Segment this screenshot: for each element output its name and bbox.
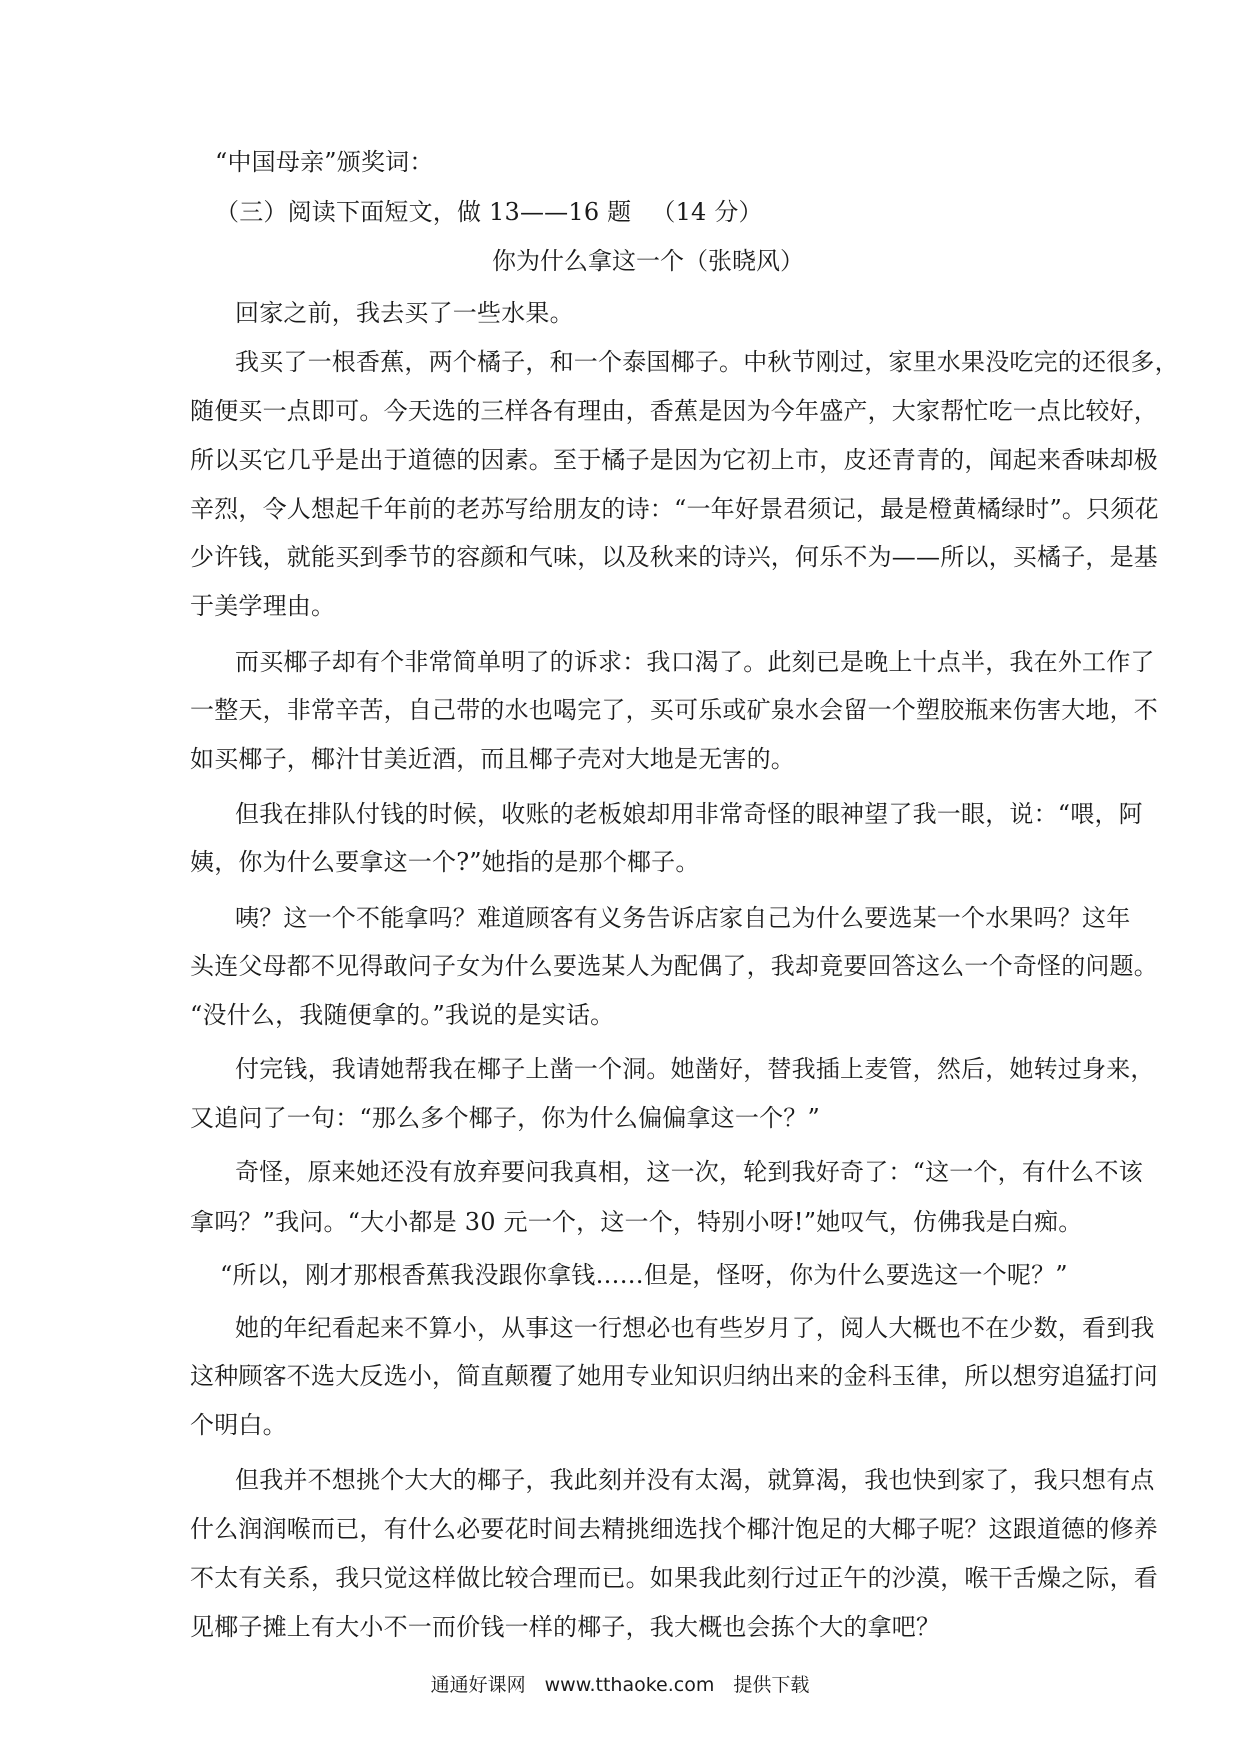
paragraph-line: 什么润润喉而已，有什么必要花时间去精挑细选找个椰汁饱足的大椰子呢？这跟道德的修养 — [190, 1515, 1158, 1543]
paragraph-line: 奇怪，原来她还没有放弃要问我真相，这一次，轮到我好奇了：“这一个，有什么不该 — [235, 1158, 1143, 1186]
paragraph-line: 个明白。 — [190, 1411, 287, 1439]
paragraph-line: 一整天，非常辛苦，自己带的水也喝完了，买可乐或矿泉水会留一个塑胶瓶来伤害大地，不 — [190, 696, 1158, 724]
paragraph-line: 随便买一点即可。今天选的三样各有理由，香蕉是因为今年盛产，大家帮忙吃一点比较好， — [190, 397, 1158, 425]
award-label: “中国母亲”颁奖词： — [215, 148, 434, 176]
paragraph-line: 但我并不想挑个大大的椰子，我此刻并没有太渴，就算渴，我也快到家了，我只想有点 — [235, 1466, 1155, 1494]
paragraph-line: 她的年纪看起来不算小，从事这一行想必也有些岁月了，阅人大概也不在少数，看到我 — [235, 1314, 1155, 1342]
paragraph-line: 姨，你为什么要拿这一个?”她指的是那个椰子。 — [190, 848, 700, 876]
paragraph-line: 如买椰子，椰汁甘美近酒，而且椰子壳对大地是无害的。 — [190, 745, 795, 773]
paragraph-line: 这种顾客不选大反选小，简直颠覆了她用专业知识归纳出来的金科玉律，所以想穷追猛打问 — [190, 1362, 1158, 1390]
paragraph-line: 见椰子摊上有大小不一而价钱一样的椰子，我大概也会拣个大的拿吧？ — [190, 1613, 941, 1641]
paragraph-line: 辛烈，令人想起千年前的老苏写给朋友的诗：“一年好景君须记，最是橙黄橘绿时”。只须花 — [190, 495, 1159, 523]
paragraph-line: 又追问了一句：“那么多个椰子，你为什么偏偏拿这一个？” — [190, 1104, 820, 1132]
paragraph-line: 所以买它几乎是出于道德的因素。至于橘子是因为它初上市，皮还青青的，闻起来香味却极 — [190, 446, 1158, 474]
paragraph-line: 头连父母都不见得敢问子女为什么要选某人为配偶了，我却竟要回答这么一个奇怪的问题。 — [190, 952, 1158, 980]
paragraph-line: 于美学理由。 — [190, 592, 336, 620]
page-footer: 通通好课网 www.tthaoke.com 提供下载 — [430, 1674, 810, 1696]
paragraph-line: “没什么，我随便拿的。”我说的是实话。 — [190, 1001, 615, 1029]
article-title-text: 你为什么拿这一个（张晓风） — [492, 247, 804, 275]
section-heading: （三）阅读下面短文，做 13——16 题 （14 分） — [215, 198, 763, 226]
paragraph-line: “所以，刚才那根香蕉我没跟你拿钱……但是，怪呀，你为什么要选这一个呢？” — [220, 1261, 1068, 1289]
paragraph-line: 我买了一根香蕉，两个橘子，和一个泰国椰子。中秋节刚过，家里水果没吃完的还很多， — [235, 348, 1179, 376]
paragraph-line: 拿吗？”我问。“大小都是 30 元一个，这一个，特别小呀!”她叹气，仿佛我是白痴。 — [190, 1208, 1083, 1236]
paragraph-line: 不太有关系，我只觉这样做比较合理而已。如果我此刻行过正午的沙漠，喉干舌燥之际，看 — [190, 1564, 1158, 1592]
paragraph-line: 咦？这一个不能拿吗？难道顾客有义务告诉店家自己为什么要选某一个水果吗？这年 — [235, 904, 1131, 932]
article-title — [0, 244, 1240, 278]
paragraph-line: 但我在排队付钱的时候，收账的老板娘却用非常奇怪的眼神望了我一眼，说：“喂，阿 — [235, 800, 1143, 828]
paragraph-line: 少许钱，就能买到季节的容颜和气味，以及秋来的诗兴，何乐不为——所以，买橘子，是基 — [190, 543, 1158, 571]
paragraph-line: 付完钱，我请她帮我在椰子上凿一个洞。她凿好，替我插上麦管，然后，她转过身来， — [235, 1055, 1155, 1083]
paragraph-line: 而买椰子却有个非常简单明了的诉求：我口渴了。此刻已是晚上十点半，我在外工作了 — [235, 648, 1155, 676]
paragraph-line: 回家之前，我去买了一些水果。 — [235, 299, 574, 327]
